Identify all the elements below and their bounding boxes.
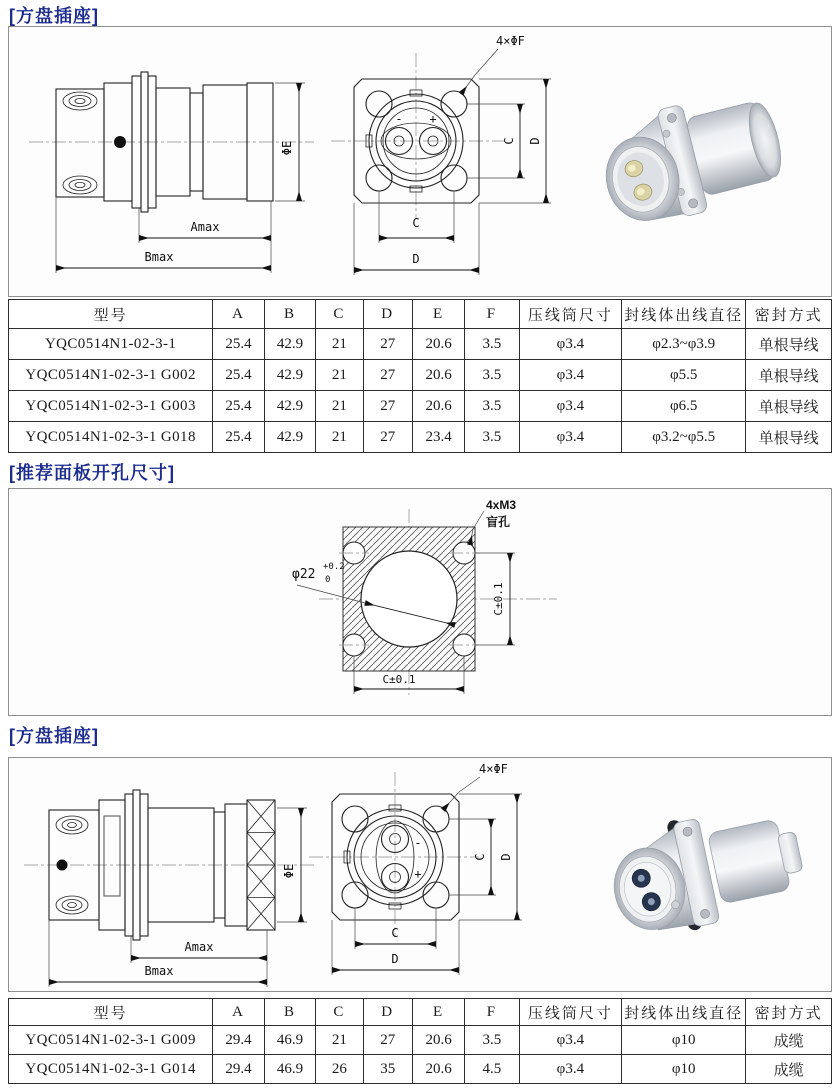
cutout-diameter-label: φ22 [292, 567, 316, 582]
table-cell: φ3.4 [519, 1026, 622, 1055]
table-cell: 3.5 [465, 360, 519, 391]
dim-label-phi-e: ΦE [282, 863, 296, 879]
front-view-2 [309, 762, 522, 975]
drawing-box-2 [8, 488, 832, 716]
photo-render-2 [602, 796, 810, 945]
table-cell: 27 [363, 329, 412, 360]
cutout-screw-callout: 4xM3 [486, 498, 517, 512]
col-header: 密封方式 [746, 300, 832, 329]
table-row [9, 1026, 832, 1055]
dim-label-d-side: D [499, 853, 513, 861]
table-cell: 21 [316, 1026, 363, 1055]
col-header: A [213, 300, 264, 329]
dim-label-d-side: D [528, 137, 542, 145]
table-header-row [9, 300, 832, 329]
side-view-2 [24, 790, 314, 987]
table-cell: 单根导线 [746, 391, 832, 422]
table-cell: 21 [316, 391, 363, 422]
dim-label-bmax: Bmax [144, 250, 174, 264]
spec-table-2 [8, 998, 832, 1084]
cutout-view [292, 498, 557, 695]
col-header: 型号 [9, 300, 213, 329]
table-cell: φ3.4 [519, 360, 622, 391]
technical-drawing-1 [9, 27, 831, 294]
table-cell: 单根导线 [746, 360, 832, 391]
dim-label-amax: Amax [184, 940, 214, 954]
table-cell: φ6.5 [622, 391, 746, 422]
table-cell: 46.9 [264, 1026, 315, 1055]
table-cell: 27 [363, 360, 412, 391]
table-cell: 25.4 [213, 391, 264, 422]
pin-minus-label: - [395, 112, 403, 126]
col-header: D [363, 999, 412, 1026]
cutout-screw-type: 盲孔 [486, 515, 511, 529]
front-view-1 [331, 34, 551, 275]
col-header: F [465, 300, 519, 329]
table-cell: 25.4 [213, 422, 264, 453]
pin-minus-label: - [414, 836, 422, 850]
table-cell: 25.4 [213, 360, 264, 391]
table-cell: 21 [316, 360, 363, 391]
table-row [9, 329, 832, 360]
table-header-row [9, 999, 832, 1026]
table-cell: φ10 [622, 1055, 746, 1084]
table-cell: φ3.4 [519, 391, 622, 422]
table-cell: φ10 [622, 1026, 746, 1055]
col-header: 密封方式 [746, 999, 832, 1026]
col-header: 封线体出线直径 [622, 999, 746, 1026]
table-row [9, 360, 832, 391]
dim-label-phi-e: ΦE [280, 140, 294, 156]
table-cell: 3.5 [465, 329, 519, 360]
table-cell: 35 [363, 1055, 412, 1084]
table-cell: 27 [363, 422, 412, 453]
col-header: A [213, 999, 264, 1026]
dim-label-c-bottom: C [391, 926, 399, 940]
table-cell: 27 [363, 1026, 412, 1055]
model-cell: YQC0514N1-02-3-1 [9, 329, 213, 360]
table-cell: 单根导线 [746, 329, 832, 360]
table-cell: 4.5 [465, 1055, 519, 1084]
col-header: 压线筒尺寸 [519, 999, 622, 1026]
table-cell: 3.5 [465, 391, 519, 422]
photo-render-1 [592, 84, 790, 234]
dim-label-c-side: C [473, 853, 487, 861]
col-header: C [316, 300, 363, 329]
table-cell: φ3.4 [519, 422, 622, 453]
col-header: 封线体出线直径 [622, 300, 746, 329]
table-cell: 23.4 [412, 422, 464, 453]
pin-plus-label: + [414, 867, 422, 881]
table-row [9, 1055, 832, 1084]
hole-callout-label: 4×ΦF [479, 762, 508, 776]
table-cell: φ3.4 [519, 1055, 622, 1084]
col-header: E [412, 999, 464, 1026]
col-header: F [465, 999, 519, 1026]
dim-label-amax: Amax [190, 220, 220, 234]
section-title-square-receptacle-1: [方盘插座] [9, 6, 99, 26]
col-header: 压线筒尺寸 [519, 300, 622, 329]
table-row [9, 391, 832, 422]
col-header: B [264, 999, 315, 1026]
table-cell: 21 [316, 422, 363, 453]
drawing-box-3 [8, 757, 832, 992]
table-cell: 成缆 [746, 1055, 832, 1084]
table-cell: 29.4 [213, 1026, 264, 1055]
table-cell: 20.6 [412, 329, 464, 360]
table-cell: 42.9 [264, 391, 315, 422]
table-cell: 25.4 [213, 329, 264, 360]
col-header: 型号 [9, 999, 213, 1026]
side-view-1 [29, 72, 314, 273]
table-cell: 3.5 [465, 1026, 519, 1055]
table-cell: φ2.3~φ3.9 [622, 329, 746, 360]
col-header: C [316, 999, 363, 1026]
dim-label-d-bottom: D [391, 952, 399, 966]
technical-drawing-2 [9, 758, 831, 989]
table-cell: 42.9 [264, 422, 315, 453]
dim-label-c-bottom: C [412, 216, 420, 230]
table-cell: 20.6 [412, 360, 464, 391]
model-cell: YQC0514N1-02-3-1 G009 [9, 1026, 213, 1055]
cutout-tolerance-lower: 0 [325, 575, 331, 585]
panel-cutout-drawing [9, 489, 831, 713]
hole-callout-label: 4×ΦF [496, 34, 525, 48]
table-cell: 27 [363, 391, 412, 422]
cutout-tolerance-upper: +0.2 [323, 562, 345, 572]
col-header: D [363, 300, 412, 329]
dim-label-d-bottom: D [412, 252, 420, 266]
col-header: B [264, 300, 315, 329]
table-cell: 20.6 [412, 391, 464, 422]
table-cell: 20.6 [412, 1026, 464, 1055]
pin-plus-label: + [429, 112, 437, 126]
table-cell: φ3.4 [519, 329, 622, 360]
model-cell: YQC0514N1-02-3-1 G014 [9, 1055, 213, 1084]
model-cell: YQC0514N1-02-3-1 G003 [9, 391, 213, 422]
table-cell: 42.9 [264, 360, 315, 391]
table-cell: 20.6 [412, 1055, 464, 1084]
table-cell: 成缆 [746, 1026, 832, 1055]
section-title-square-receptacle-2: [方盘插座] [9, 726, 99, 746]
table-cell: 3.5 [465, 422, 519, 453]
cutout-dim-horizontal: C±0.1 [382, 673, 416, 686]
model-cell: YQC0514N1-02-3-1 G002 [9, 360, 213, 391]
table-cell: 21 [316, 329, 363, 360]
drawing-box-1 [8, 26, 832, 297]
table-cell: φ5.5 [622, 360, 746, 391]
dim-label-bmax: Bmax [144, 964, 174, 978]
table-row [9, 422, 832, 453]
table-cell: 46.9 [264, 1055, 315, 1084]
section-title-panel-cutout: [推荐面板开孔尺寸] [9, 463, 175, 483]
table-cell: φ3.2~φ5.5 [622, 422, 746, 453]
col-header: E [412, 300, 464, 329]
dim-label-c-side: C [502, 137, 516, 145]
model-cell: YQC0514N1-02-3-1 G018 [9, 422, 213, 453]
spec-table-1 [8, 299, 832, 453]
cutout-dim-vertical: C±0.1 [492, 582, 505, 616]
table-cell: 42.9 [264, 329, 315, 360]
table-cell: 单根导线 [746, 422, 832, 453]
table-cell: 29.4 [213, 1055, 264, 1084]
table-cell: 26 [316, 1055, 363, 1084]
